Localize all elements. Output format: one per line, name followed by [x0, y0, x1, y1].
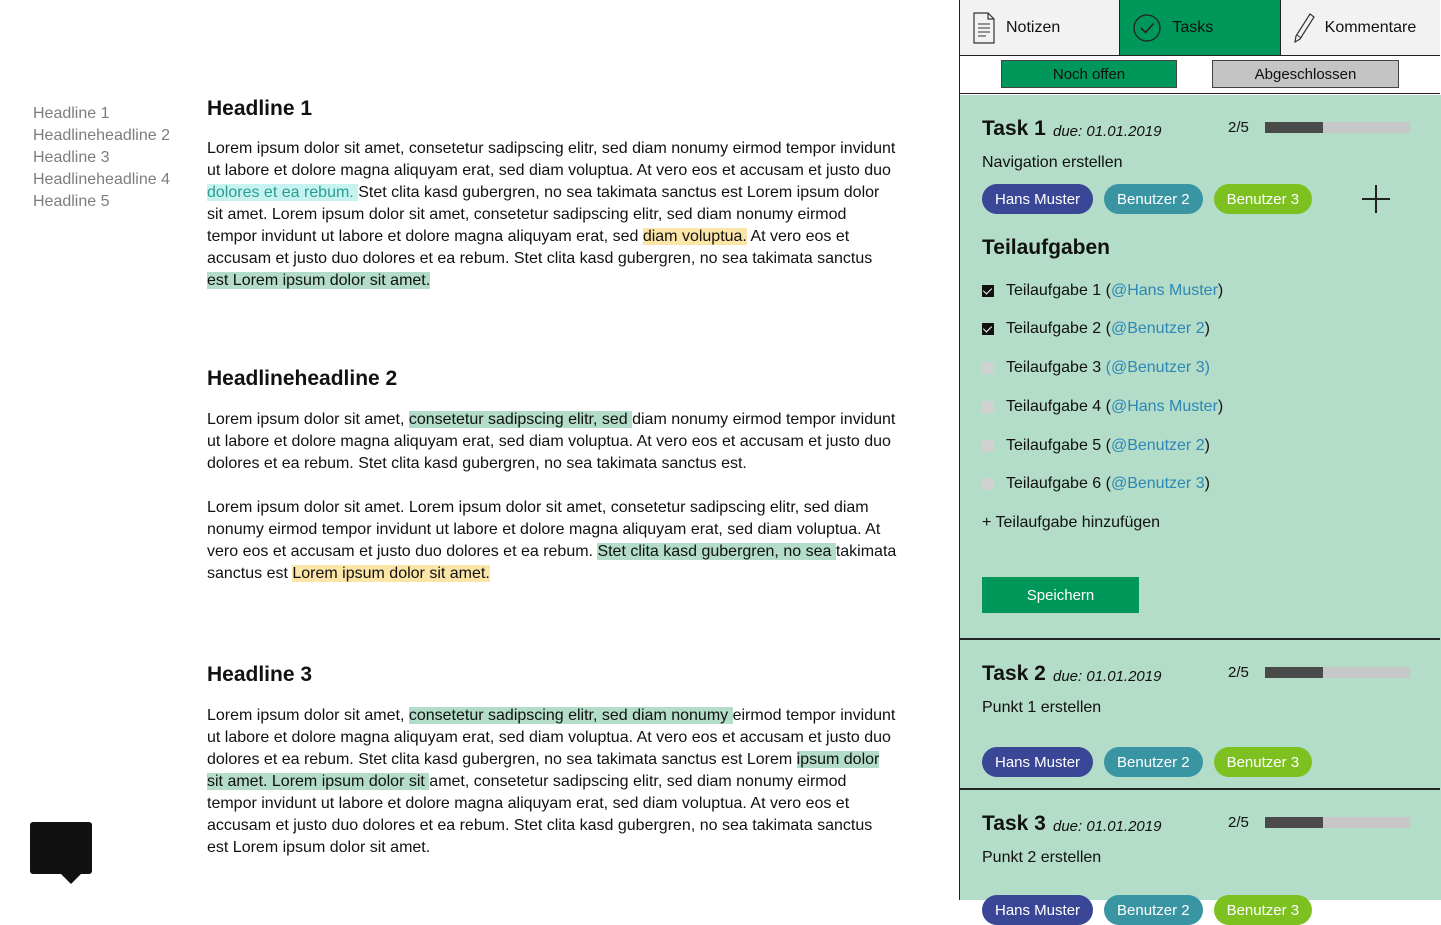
- task-progress-bar: [1265, 667, 1410, 678]
- task-card[interactable]: [960, 640, 1440, 788]
- toc-item-headline-5[interactable]: Headline 5: [33, 193, 110, 210]
- text-run: Lorem ipsum dolor sit amet,: [207, 707, 409, 724]
- progress-fill: [1265, 667, 1323, 678]
- task-progress-count: 2/5: [1228, 119, 1249, 136]
- text-run: At vero eos et accusam et justo duo dolores et ea rebum. Stet clita kasd gubergren, no sea takimata sanctus: [207, 228, 873, 267]
- subtask-item[interactable]: Teilaufgabe 1 ( @Hans Muster ): [982, 282, 1223, 300]
- text-run: diam nonumy eirmod tempor invidunt ut labore et dolore magna aliquyam erat, sed diam voluptua. At vero eos et accusam et justo duo dolores et ea rebum. Stet clita kasd gubergren, no sea takimata sanctus est.: [207, 411, 896, 472]
- document-icon: [972, 12, 996, 44]
- panel-tabs: [960, 0, 1440, 56]
- paragraph: [207, 497, 897, 585]
- task-progress-bar: [1265, 122, 1410, 133]
- checkbox-unchecked-icon[interactable]: [982, 478, 994, 490]
- task-description: Punkt 2 erstellen: [982, 849, 1102, 866]
- task-card[interactable]: [960, 95, 1440, 639]
- chat-bubble-icon[interactable]: [30, 822, 92, 874]
- highlight-cyan: dolores et ea rebum.: [207, 184, 359, 201]
- highlight-green: ipsum dolor sit amet. Lorem ipsum dolor sit: [207, 751, 880, 790]
- subtask-label: Teilaufgabe 6: [1006, 475, 1102, 492]
- checkbox-unchecked-icon[interactable]: [982, 401, 994, 413]
- toc-item-headline-3[interactable]: Headline 3: [33, 149, 110, 166]
- checkbox-unchecked-icon[interactable]: [982, 362, 994, 374]
- highlight-green: est Lorem ipsum dolor sit amet.: [207, 272, 431, 289]
- subtask-mention[interactable]: @Benutzer 2: [1110, 437, 1205, 454]
- tab-kommentare[interactable]: [1281, 0, 1440, 55]
- tab-label: Notizen: [1006, 18, 1061, 36]
- tab-label: Tasks: [1172, 18, 1214, 36]
- subtask-item[interactable]: Teilaufgabe 4 ( @Hans Muster ): [982, 398, 1223, 416]
- section-heading: Headline 3: [207, 663, 313, 686]
- highlight-yellow: Lorem ipsum dolor sit amet.: [292, 565, 490, 582]
- subtask-item[interactable]: Teilaufgabe 2 ( @Benutzer 2 ): [982, 320, 1210, 338]
- assignee-chip[interactable]: Benutzer 3: [1214, 747, 1313, 777]
- subtask-label: Teilaufgabe 2: [1006, 320, 1102, 337]
- assignee-chip[interactable]: Benutzer 2: [1104, 895, 1203, 925]
- assignee-chips: [982, 747, 1312, 777]
- section-heading: Headlineheadline 2: [207, 367, 398, 390]
- subtask-mention[interactable]: (@Benutzer 3): [1105, 359, 1210, 376]
- subtask-item[interactable]: Teilaufgabe 6 ( @Benutzer 3 ): [982, 475, 1210, 493]
- assignee-chips: [982, 184, 1312, 214]
- text-run: Lorem ipsum dolor sit amet, consetetur sadipscing elitr, sed diam nonumy eirmod tempor invidunt ut labore et dolore magna aliquyam erat, sed diam voluptua. At vero eos et accusam et justo duo: [207, 140, 896, 179]
- task-list: [960, 95, 1441, 919]
- task-progress-count: 2/5: [1228, 664, 1249, 681]
- assignee-chip[interactable]: Benutzer 3: [1214, 184, 1313, 214]
- toc-item-headline-1[interactable]: Headline 1: [33, 105, 110, 122]
- tab-label: Kommentare: [1324, 18, 1417, 36]
- section-heading: Headline 1: [207, 97, 313, 120]
- progress-fill: [1265, 817, 1323, 828]
- task-description: Punkt 1 erstellen: [982, 699, 1102, 716]
- paragraph: [207, 138, 897, 292]
- assignee-chips: [982, 895, 1312, 925]
- task-filter-bar: [960, 56, 1440, 94]
- add-assignee-plus-icon[interactable]: [1362, 185, 1390, 213]
- text-run: amet, consetetur sadipscing elitr, sed diam nonumy eirmod tempor invidunt ut labore et dolore magna aliquyam erat, sed diam voluptua. At vero eos et accusam et justo duo dolores et ea rebum. Stet clita kasd gubergren, no sea takimata sanctus est Lorem ipsum dolor sit amet.: [207, 773, 873, 856]
- paragraph: [207, 409, 897, 475]
- toc-item-headline-2[interactable]: Headlineheadline 2: [33, 127, 170, 144]
- text-run: Lorem ipsum dolor sit amet. Lorem ipsum dolor sit amet, consetetur sadipscing elitr, sed diam nonumy eirmod tempor invidunt ut labore et dolore magna aliquyam erat, sed diam voluptua. At vero eos et accusam et justo duo dolores et ea rebum.: [207, 499, 881, 560]
- subtask-label: Teilaufgabe 3: [1006, 359, 1102, 376]
- assignee-chip[interactable]: Benutzer 3: [1214, 895, 1313, 925]
- table-of-contents: [33, 103, 193, 213]
- pencil-icon: [1293, 12, 1315, 44]
- highlight-yellow: diam voluptua.: [642, 228, 747, 245]
- subtask-item[interactable]: Teilaufgabe 5 ( @Benutzer 2 ): [982, 437, 1210, 455]
- task-title: Task 2: [982, 662, 1046, 685]
- subtask-mention[interactable]: @Benutzer 3: [1110, 475, 1205, 492]
- assignee-chip[interactable]: Benutzer 2: [1104, 747, 1203, 777]
- task-due-date: due: 01.01.2019: [1053, 123, 1162, 140]
- subtask-item[interactable]: [982, 359, 1210, 377]
- checkbox-checked-icon[interactable]: [982, 285, 994, 297]
- subtask-mention[interactable]: @Hans Muster: [1110, 398, 1218, 415]
- add-subtask-link[interactable]: + Teilaufgabe hinzufügen: [982, 514, 1161, 531]
- checkbox-unchecked-icon[interactable]: [982, 440, 994, 452]
- subtask-label: Teilaufgabe 5: [1006, 437, 1102, 454]
- side-panel: [959, 0, 1440, 919]
- paragraph: [207, 705, 897, 859]
- filter-open-button[interactable]: Noch offen: [1001, 60, 1177, 88]
- save-button[interactable]: Speichern: [982, 577, 1139, 613]
- task-title: Task 3: [982, 812, 1046, 835]
- assignee-chip[interactable]: Hans Muster: [982, 747, 1093, 777]
- tab-tasks[interactable]: [1120, 0, 1280, 55]
- assignee-chip[interactable]: Benutzer 2: [1104, 184, 1203, 214]
- task-due-date: due: 01.01.2019: [1053, 818, 1162, 835]
- task-progress-count: 2/5: [1228, 814, 1249, 831]
- assignee-chip[interactable]: Hans Muster: [982, 895, 1093, 925]
- check-circle-icon: [1132, 13, 1162, 43]
- tab-notizen[interactable]: [960, 0, 1120, 55]
- task-card[interactable]: [960, 790, 1440, 919]
- text-run: takimata sanctus est: [207, 543, 897, 582]
- task-progress-bar: [1265, 817, 1410, 828]
- subtask-mention-text: @Benutzer 3: [1110, 359, 1205, 376]
- checkbox-checked-icon[interactable]: [982, 323, 994, 335]
- assignee-chip[interactable]: Hans Muster: [982, 184, 1093, 214]
- highlight-green: consetetur sadipscing elitr, sed: [408, 411, 633, 428]
- task-title: Task 1: [982, 117, 1046, 140]
- highlight-green: consetetur sadipscing elitr, sed diam nonumy: [408, 707, 733, 724]
- text-run: Stet clita kasd gubergren, no sea takimata sanctus est Lorem ipsum dolor sit amet. Lorem ipsum dolor sit amet, consetetur sadipscing elitr, sed diam nonumy eirmod tempor invidunt ut labore et dolore magna aliquyam erat, sed: [207, 184, 880, 245]
- text-run: eirmod tempor invidunt ut labore et dolore magna aliquyam erat, sed diam voluptua. At vero eos et accusam et justo duo dolores et ea rebum. Stet clita kasd gubergren, no sea takimata sanctus est Lorem: [207, 707, 896, 768]
- subtask-label: Teilaufgabe 1: [1006, 282, 1102, 299]
- task-due-date: due: 01.01.2019: [1053, 668, 1162, 685]
- task-description: Navigation erstellen: [982, 154, 1123, 171]
- text-run: Lorem ipsum dolor sit amet,: [207, 411, 409, 428]
- subtasks-heading: Teilaufgaben: [982, 236, 1110, 259]
- filter-closed-button[interactable]: Abgeschlossen: [1212, 60, 1399, 88]
- subtask-mention[interactable]: @Hans Muster: [1110, 282, 1218, 299]
- highlight-green: Stet clita kasd gubergren, no sea: [597, 543, 836, 560]
- subtask-label: Teilaufgabe 4: [1006, 398, 1102, 415]
- toc-item-headline-4[interactable]: Headlineheadline 4: [33, 171, 170, 188]
- subtask-mention[interactable]: @Benutzer 2: [1110, 320, 1205, 337]
- progress-fill: [1265, 122, 1323, 133]
